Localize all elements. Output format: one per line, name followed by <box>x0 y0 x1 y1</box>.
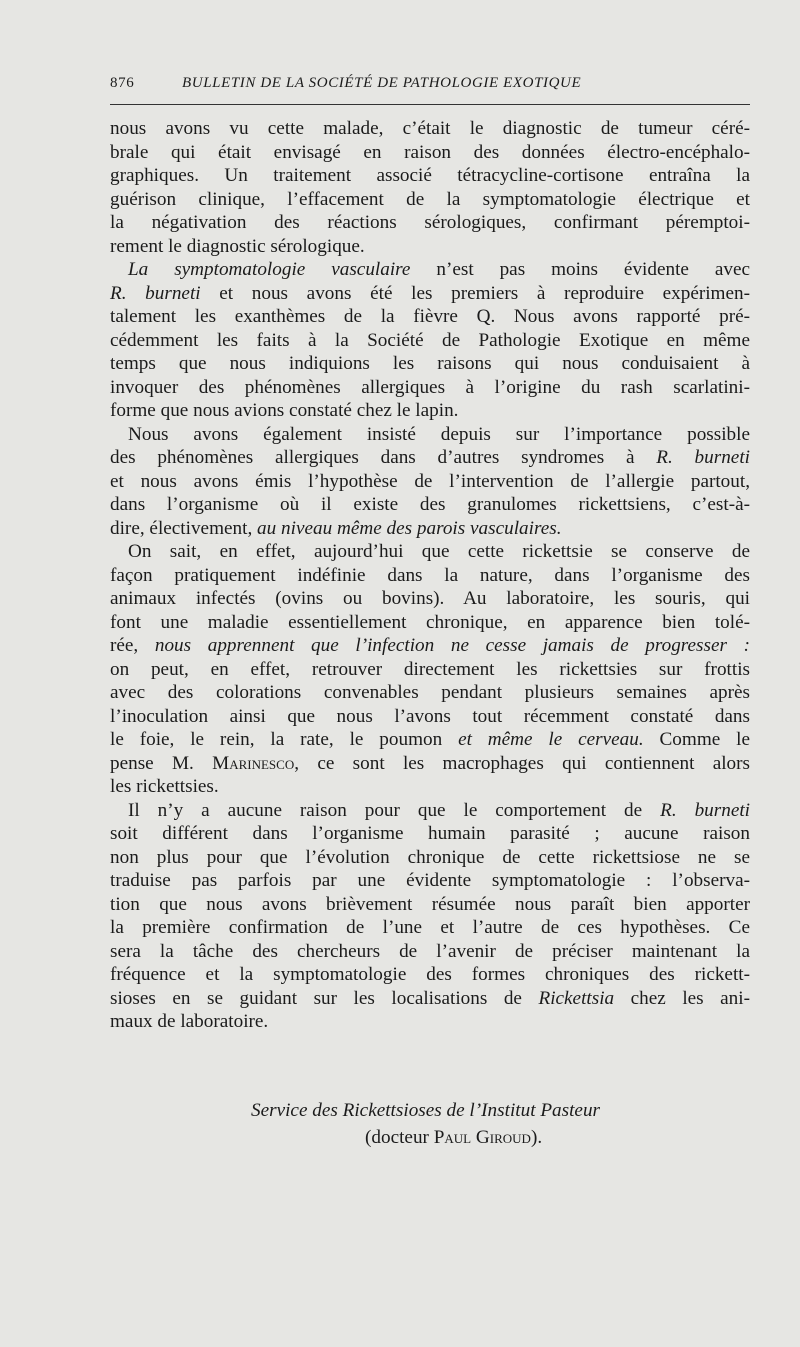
text-line <box>110 987 750 1011</box>
text-run: Il n’y a aucune raison pour que le comportement de <box>128 799 661 821</box>
text-line: façon pratiquement indéfinie dans la nature, dans l’organisme des <box>110 564 750 586</box>
signature-author <box>365 1126 542 1150</box>
text-line: rement le diagnostic sérologique. <box>110 235 365 257</box>
text-run: Comme le <box>643 729 750 750</box>
text-run: , ce sont les macrophages qui contiennent alors <box>294 752 751 774</box>
text-line: traduise pas parfois par une évidente symptomatologie : l’observa- <box>110 870 750 891</box>
text-line: animaux infectés (ovins ou bovins). Au laboratoire, les souris, qui <box>110 588 750 609</box>
text-line: guérison clinique, l’effacement de la symptomatologie électrique et <box>110 188 750 210</box>
text-run: rée, <box>110 635 155 656</box>
species-name: R. burneti <box>660 799 750 821</box>
emphasis: et même le cerveau. <box>458 729 644 750</box>
genus-name: Rickettsia <box>538 987 615 1009</box>
text-line: font une maladie essentiellement chronique, en apparence bien tolé- <box>110 611 750 633</box>
text-line: talement les exanthèmes de la fièvre Q. Nous avons rapporté pré- <box>110 306 750 327</box>
text-line: On sait, en effet, aujourd’hui que cette rickettsie se conserve de <box>128 541 750 562</box>
text-line <box>110 634 750 658</box>
text-line <box>110 752 750 776</box>
emphasis: nous apprennent que l’infection ne cesse jamais de progresser : <box>154 635 750 656</box>
text-line: les rickettsies. <box>110 776 219 797</box>
running-title: BULLETIN DE LA SOCIÉTÉ DE PATHOLOGIE EXOTIQUE <box>182 75 582 91</box>
text-line: avec des colorations convenables pendant plusieurs semaines après <box>110 682 750 703</box>
text-line: Nous avons également insisté depuis sur l’importance possible <box>128 423 750 445</box>
header-rule <box>110 104 750 105</box>
text-line: la première confirmation de l’une et l’autre de ces hypothèses. Ce <box>110 917 750 938</box>
species-name: R. burneti <box>110 282 201 304</box>
text-line: non plus pour que l’évolution chronique de cette rickettsiose ne se <box>110 846 750 868</box>
author-name: Paul Giroud <box>433 1127 531 1148</box>
author-name: Marinesco <box>212 752 295 774</box>
text-line: sera la tâche des chercheurs de l’avenir de préciser maintenant la <box>110 940 750 962</box>
text-run: (docteur <box>365 1127 434 1148</box>
text-line <box>110 258 750 282</box>
text-run: le foie, le rein, la rate, le poumon <box>110 729 459 750</box>
text-run: chez les ani- <box>614 987 750 1009</box>
text-line: la négativation des réactions sérologiques, confirmant péremptoi- <box>110 212 750 233</box>
text-line: soit différent dans l’organisme humain parasité ; aucune raison <box>110 823 750 844</box>
text-line <box>110 799 750 823</box>
text-run: sioses en se guidant sur les localisations de <box>110 987 539 1009</box>
text-line: nous avons vu cette malade, c’était le diagnostic de tumeur céré- <box>110 118 750 139</box>
text-run: ). <box>530 1127 543 1148</box>
text-line <box>110 282 750 306</box>
text-line: cédemment les faits à la Société de Pathologie Exotique en même <box>110 329 750 351</box>
text-run: pense M. <box>110 752 213 774</box>
text-run: et nous avons été les premiers à reproduire expérimen- <box>200 282 750 304</box>
text-line: temps que nous indiquions les raisons qui nous conduisaient à <box>110 353 750 374</box>
signature-institution: Service des Rickettsioses de l’Institut Pasteur <box>251 1100 601 1121</box>
species-name: R. burneti <box>656 447 750 468</box>
emphasis: La symptomatologie vasculaire <box>128 259 411 280</box>
text-line: on peut, en effet, retrouver directement les rickettsies sur frottis <box>110 658 750 680</box>
text-line: dans l’organisme où il existe des granulomes rickettsiens, c’est-à- <box>110 494 750 515</box>
text-run: n’est pas moins évidente avec <box>410 259 750 280</box>
text-line: forme que nous avions constaté chez le lapin. <box>110 400 459 421</box>
text-line: maux de laboratoire. <box>110 1011 269 1032</box>
text-line: brale qui était envisagé en raison des données électro-encéphalo- <box>110 141 750 163</box>
text-run: des phénomènes allergiques dans d’autres syndromes à <box>110 447 657 468</box>
text-line <box>110 446 750 470</box>
text-line: et nous avons émis l’hypothèse de l’intervention de l’allergie partout, <box>110 470 750 492</box>
text-line <box>110 728 750 752</box>
text-line <box>110 517 750 541</box>
text-line: fréquence et la symptomatologie des formes chroniques des rickett- <box>110 964 750 985</box>
text-line: l’inoculation ainsi que nous l’avons tout récemment constaté dans <box>110 705 750 727</box>
emphasis: au niveau même des parois vasculaires. <box>257 517 562 539</box>
text-line: invoquer des phénomènes allergiques à l’origine du rash scarlatini- <box>110 376 750 398</box>
text-line: graphiques. Un traitement associé tétracycline-cortisone entraîna la <box>110 165 750 186</box>
page-number: 876 <box>110 75 135 91</box>
article-body <box>110 117 750 1034</box>
text-run: dire, électivement, <box>110 517 258 539</box>
text-line: tion que nous avons brièvement résumée nous paraît bien apporter <box>110 893 750 915</box>
